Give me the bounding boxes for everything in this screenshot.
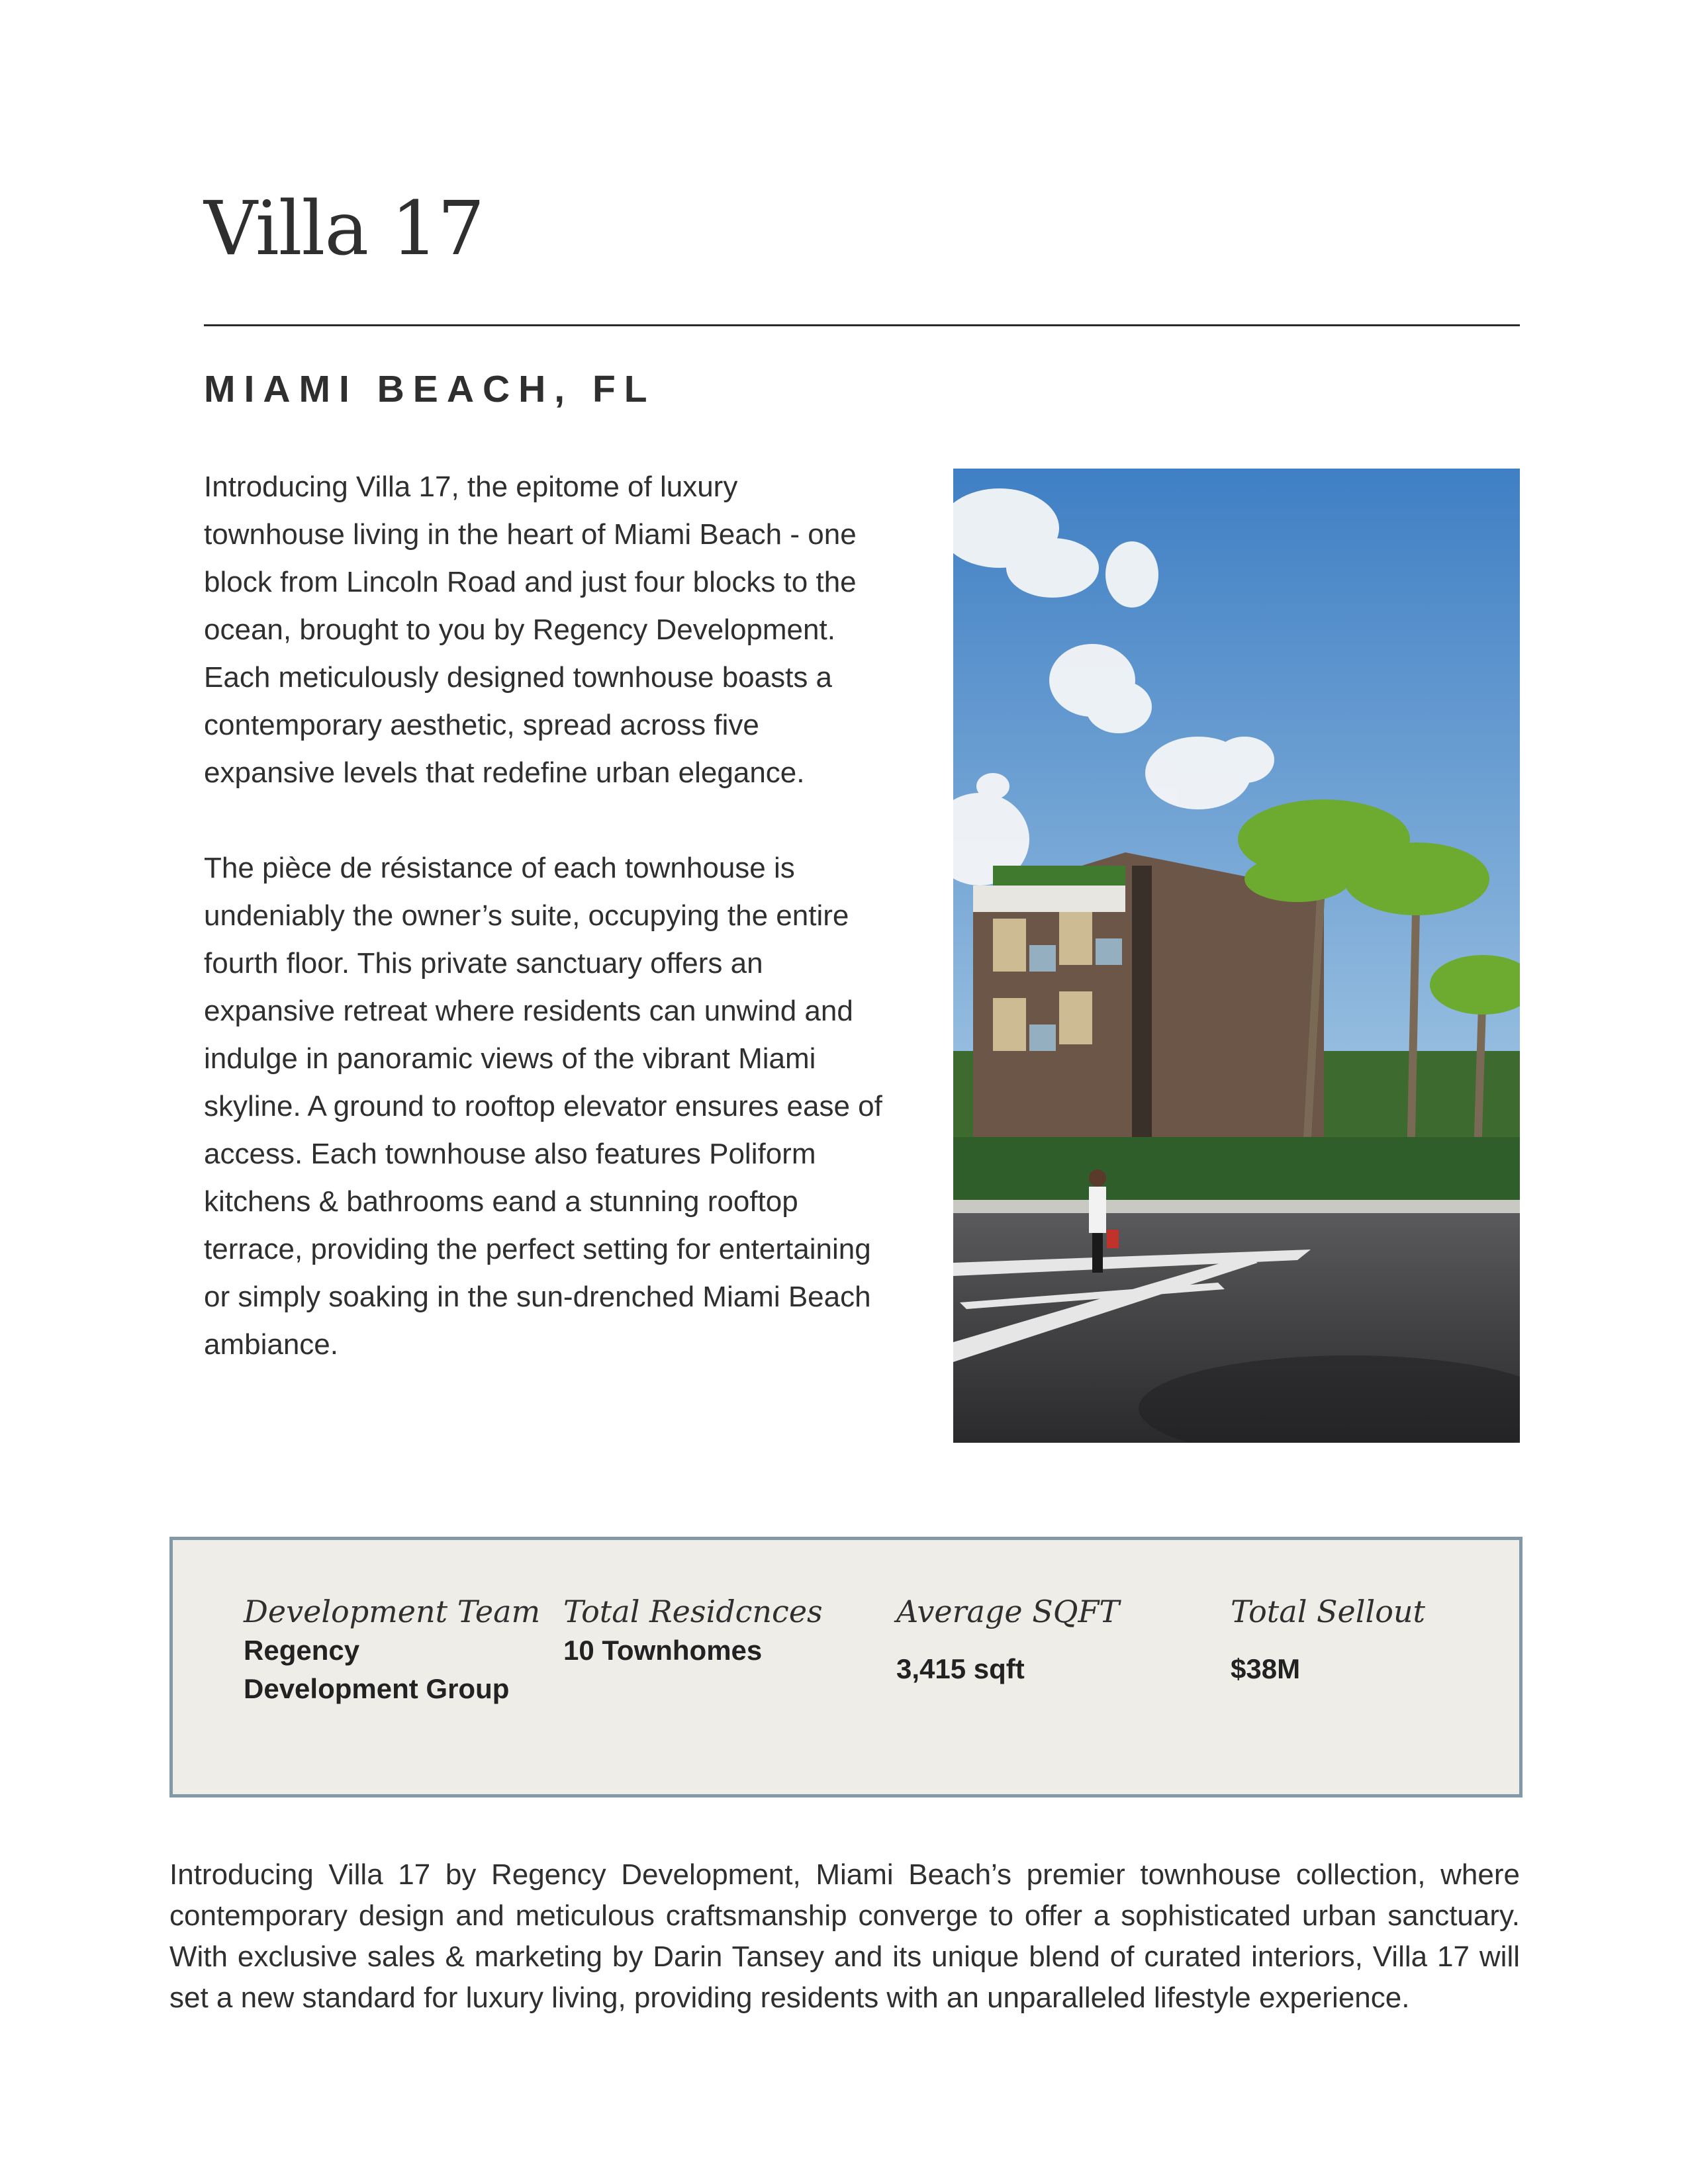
intro-paragraph-2: The pièce de résistance of each townhouse is undeniably the owner’s suite, occupying the entire fourth floor. This private sanctuary offers an expansive retreat where residents can unwind and indulge in panoramic views of the vibrant Miami skyline. A ground to rooftop elevator ensures ease of access. Each townhouse also features Poliform kitchens & bathrooms eand a stunning rooftop terrace, providing the perfect setting for entertaining or simply soaking in the sun-drenched Miami Beach ambiance. — [204, 852, 882, 1361]
location-heading: MIAMI BEACH, FL — [204, 368, 656, 410]
stat-value: 3,415 sqft — [896, 1653, 1025, 1684]
page-title: Villa 17 — [204, 186, 485, 272]
villa-rendering-graphic — [953, 469, 1520, 1443]
stat-label: Total Residcnces — [563, 1594, 823, 1629]
summary-paragraph: Introducing Villa 17 by Regency Development, Miami Beach’s premier townhouse collection, where contemporary design and meticulous craftsmanship converge to offer a sophisticated urban sanctuary. With exclusive sales & marketing by Darin Tansey and its unique blend of curated interiors, Villa 17 will set a new standard for luxury living, providing residents with an unparalleled lifestyle experience. — [169, 1858, 1520, 2014]
stat-label: Total Sellout — [1231, 1594, 1426, 1629]
stat-label: Average SQFT — [896, 1594, 1120, 1629]
stat-value: Regency — [244, 1635, 360, 1666]
property-stats-panel — [169, 1537, 1523, 1797]
stat-value: 10 Townhomes — [563, 1635, 763, 1666]
stat-average-sqft — [896, 1592, 1119, 1688]
villa-rendering-image — [953, 469, 1520, 1443]
title-divider — [204, 324, 1520, 326]
stat-development-team — [244, 1592, 540, 1708]
intro-paragraph-1: Introducing Villa 17, the epitome of luxury townhouse living in the heart of Miami Beach - one block from Lincoln Road and just four blocks to the ocean, brought to you by Regency Development. Each meticulously designed townhouse boasts a contemporary aesthetic, spread across five expansive levels that redefine urban elegance. — [204, 471, 857, 789]
stat-total-sellout — [1231, 1592, 1425, 1688]
intro-text — [204, 463, 886, 1416]
stat-value: $38M — [1231, 1653, 1301, 1684]
stat-label: Development Team — [244, 1594, 541, 1629]
stat-value-continued: Development Group — [244, 1673, 510, 1704]
stat-total-residences — [563, 1592, 823, 1670]
